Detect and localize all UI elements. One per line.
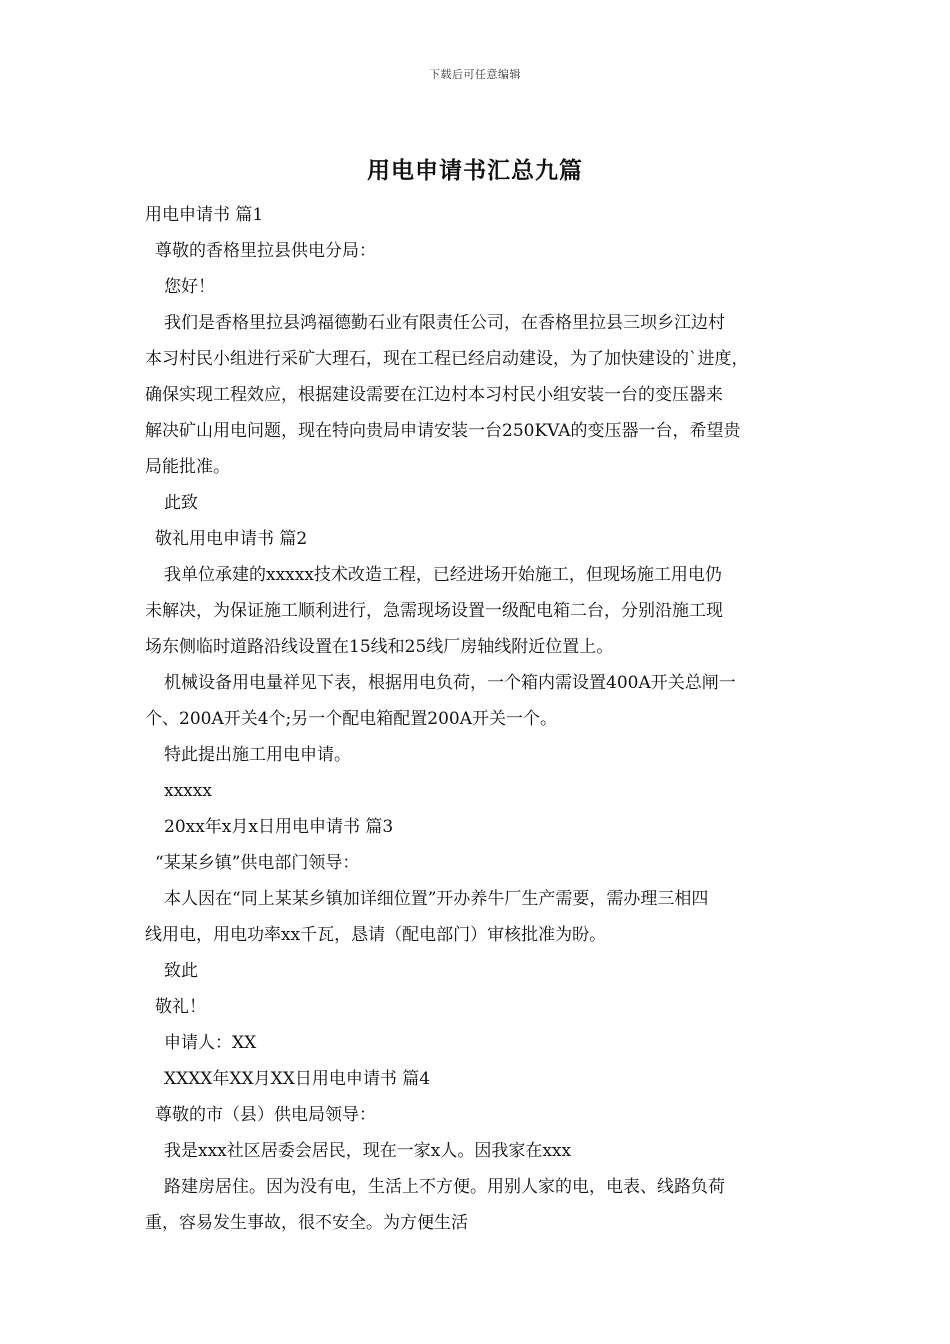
signature: 申请人：XX: [164, 1033, 257, 1053]
body-line: 我单位承建的xxxxx技术改造工程，已经进场开始施工，但现场施工用电仍: [164, 565, 722, 585]
salutation: 尊敬的市（县）供电局领导：: [155, 1105, 376, 1125]
document-title: 用电申请书汇总九篇: [367, 157, 583, 184]
body-line: 路建房居住。因为没有电，生活上不方便。用别人家的电，电表、线路负荷: [164, 1177, 725, 1197]
body-line: 确保实现工程效应，根据建设需要在江边村本习村民小组安装一台的变压器来: [145, 385, 723, 405]
section-heading-3: 20xx年x月x日用电申请书 篇3: [164, 817, 394, 837]
body-line: 特此提出施工用电申请。: [164, 745, 351, 765]
closing: 此致: [164, 493, 198, 513]
section-heading-1: 用电申请书 篇1: [145, 205, 264, 225]
closing: 敬礼！: [155, 997, 206, 1017]
signature: xxxxx: [164, 781, 212, 801]
body-line: 解决矿山用电问题，现在特向贵局申请安装一台250KVA的变压器一台，希望贵: [145, 421, 741, 441]
body-line: 我们是香格里拉县鸿福德勤石业有限责任公司，在香格里拉县三坝乡江边村: [164, 313, 725, 333]
body-line: 本习村民小组进行采矿大理石，现在工程已经启动建设，为了加快建设的`进度，: [145, 349, 749, 369]
header-note: 下载后可任意编辑: [429, 68, 521, 81]
greeting: 您好！: [164, 277, 215, 297]
body-line: 重，容易发生事故，很不安全。为方便生活: [145, 1213, 468, 1233]
section-heading-4: XXXX年XX月XX日用电申请书 篇4: [164, 1069, 431, 1089]
body-line: 个、200A开关4个;另一个配电箱配置200A开关一个。: [145, 709, 557, 729]
body-line: 局能批准。: [145, 457, 230, 477]
body-line: 场东侧临时道路沿线设置在15线和25线厂房轴线附近位置上。: [145, 637, 614, 657]
salutation: “某某乡镇”供电部门领导：: [155, 853, 360, 873]
section-heading-2: 敬礼用电申请书 篇2: [155, 529, 308, 549]
salutation: 尊敬的香格里拉县供电分局：: [155, 241, 376, 261]
body-line: 线用电，用电功率xx千瓦，恳请（配电部门）审核批准为盼。: [145, 925, 607, 945]
body-line: 我是xxx社区居委会居民，现在一家x人。因我家在xxx: [164, 1141, 572, 1161]
body-line: 未解决，为保证施工顺利进行，急需现场设置一级配电箱二台，分别沿施工现: [145, 601, 723, 621]
body-line: 机械设备用电量祥见下表，根据用电负荷，一个箱内需设置400A开关总闸一: [164, 673, 736, 693]
closing: 致此: [164, 961, 198, 981]
body-line: 本人因在“同上某某乡镇加详细位置”开办养牛厂生产需要，需办理三相四: [164, 889, 709, 909]
document-body: [145, 197, 813, 1241]
